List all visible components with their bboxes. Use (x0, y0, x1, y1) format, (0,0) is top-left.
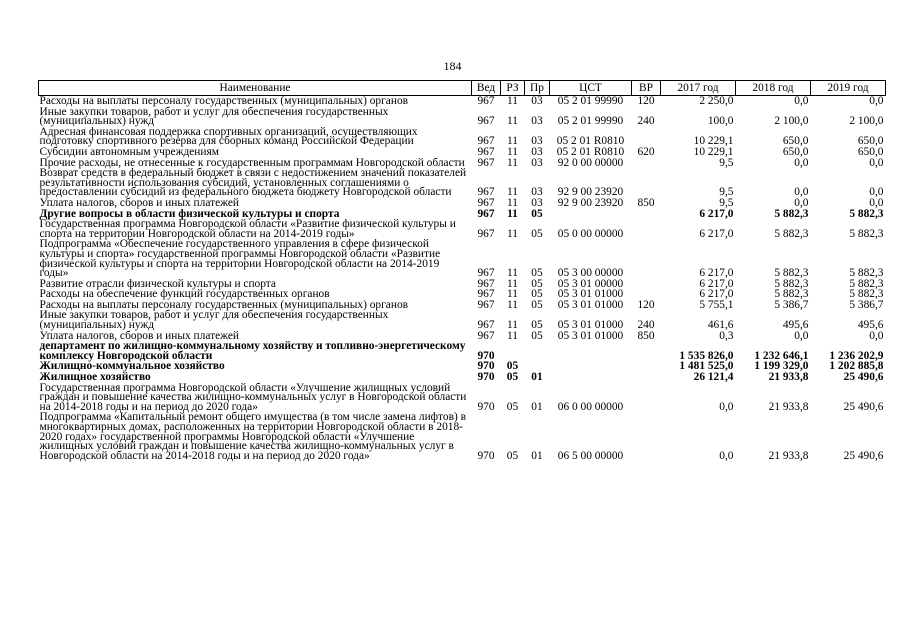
cell-cst (550, 209, 632, 220)
cell-rz: 11 (507, 186, 518, 199)
cell-name: Государственная программа Новгородской области «Развитие физической культуры и спорта на территории Новгородской области на 2014-2019 годы» (39, 218, 456, 240)
cell-name: Другие вопросы в области физической культуры и спорта (39, 207, 340, 220)
cell-2018: 21 933,8 (768, 371, 809, 384)
cell-2019: 0,0 (869, 95, 884, 107)
table-row (39, 239, 886, 278)
cell-2017: 10 229,1 (693, 135, 734, 148)
budget-table (38, 80, 886, 461)
header-2017: 2017 год (661, 81, 736, 96)
cell-ved: 970 (477, 449, 495, 462)
cell-ved: 967 (477, 156, 495, 169)
cell-cst: 92 0 00 00000 (557, 156, 624, 169)
cell-2019: 5 882,3 (849, 207, 884, 220)
cell-2019: 5 882,3 (849, 267, 884, 280)
cell-2017: 0,0 (719, 400, 734, 413)
cell-pr: 05 (531, 277, 543, 290)
cell-2019: 5 882,3 (849, 277, 884, 290)
cell-ved: 970 (477, 360, 495, 373)
cell-2018: 21 933,8 (768, 400, 809, 413)
cell-rz: 11 (507, 196, 518, 209)
cell-2019: 495,6 (857, 319, 884, 332)
cell-cst (550, 341, 632, 361)
cell-pr: 01 (531, 400, 543, 413)
cell-2018: 2 100,0 (774, 115, 809, 128)
cell-vr (632, 168, 661, 198)
cell-vr: 850 (637, 329, 655, 342)
cell-2017: 10 229,1 (693, 145, 734, 158)
cell-ved: 967 (477, 298, 495, 311)
cell-vr (632, 219, 661, 239)
header-pr: Пр (525, 81, 550, 96)
cell-name: Уплата налогов, сборов и иных платежей (39, 196, 239, 209)
cell-name: Жилищно-коммунальное хозяйство (39, 360, 225, 373)
cell-ved: 967 (477, 186, 495, 199)
cell-2017: 6 217,0 (699, 288, 734, 301)
cell-2017: 6 217,0 (699, 227, 734, 240)
cell-name: Прочие расходы, не отнесенные к государственным программам Новгородской области (39, 156, 465, 169)
cell-ved: 967 (477, 145, 495, 158)
cell-2019: 0,0 (869, 156, 884, 169)
cell-2019: 25 490,6 (843, 449, 884, 462)
cell-2017: 1 481 525,0 (679, 360, 734, 373)
cell-name: Подпрограмма «Обеспечение государственного управления в сфере физической культуры и спорта» государственной программы Новгородской области «Развитие физической культуры и спорта на территории Новгородской области на 2014-2019 годы» (39, 238, 441, 280)
cell-2017: 9,5 (719, 186, 734, 199)
cell-2019: 650,0 (857, 145, 884, 158)
cell-ved: 967 (477, 227, 495, 240)
cell-2018: 495,6 (782, 319, 809, 332)
cell-pr: 03 (531, 95, 543, 107)
cell-2019: 650,0 (857, 135, 884, 148)
cell-pr: 05 (531, 288, 543, 301)
cell-cst: 06 0 00 00000 (557, 400, 624, 413)
table-row (39, 168, 886, 198)
cell-rz: 05 (506, 371, 519, 384)
cell-rz: 11 (507, 277, 518, 290)
cell-rz: 11 (507, 329, 518, 342)
cell-pr: 03 (531, 196, 543, 209)
cell-cst: 05 3 01 01000 (557, 329, 624, 342)
cell-2018: 0,0 (794, 196, 809, 209)
cell-rz: 11 (507, 207, 518, 220)
cell-ved: 970 (477, 400, 495, 413)
cell-2017: 26 121,4 (693, 371, 734, 384)
cell-2017: 2 250,0 (699, 95, 734, 107)
table-row (39, 361, 886, 372)
cell-ved: 967 (477, 288, 495, 301)
cell-cst: 05 2 01 99990 (557, 95, 624, 107)
cell-pr: 05 (531, 227, 543, 240)
cell-cst: 05 0 00 00000 (557, 227, 624, 240)
cell-vr (632, 361, 661, 372)
cell-pr: 01 (531, 449, 543, 462)
cell-pr: 03 (531, 186, 543, 199)
table-row (39, 96, 886, 107)
cell-vr: 850 (637, 196, 655, 209)
cell-name: Государственная программа Новгородской области «Улучшение жилищных условий граждан и повышение качества жилищно-коммунальных услуг в Новгородской области на 2014-2018 годы и на период до 2020 года» (39, 381, 467, 413)
cell-ved: 967 (477, 135, 495, 148)
cell-pr: 05 (531, 329, 543, 342)
cell-2018: 0,0 (794, 156, 809, 169)
cell-2019: 1 236 202,9 (829, 349, 884, 362)
cell-name: Расходы на обеспечение функций государственных органов (39, 288, 330, 301)
cell-2018: 0,0 (794, 329, 809, 342)
cell-pr: 05 (531, 267, 543, 280)
cell-2018: 5 882,3 (774, 267, 809, 280)
cell-2019: 2 100,0 (849, 115, 884, 128)
cell-cst: 05 2 01 R0810 (556, 145, 625, 158)
cell-2018: 650,0 (782, 145, 809, 158)
cell-2017: 0,0 (719, 449, 734, 462)
cell-vr: 120 (637, 298, 655, 311)
cell-name: Уплата налогов, сборов и иных платежей (39, 329, 239, 342)
table-row (39, 107, 886, 127)
cell-2019: 0,0 (869, 186, 884, 199)
cell-cst (550, 361, 632, 372)
table-row (39, 147, 886, 158)
cell-2019: 5 386,7 (849, 298, 884, 311)
cell-2017: 6 217,0 (699, 277, 734, 290)
cell-vr: 120 (637, 95, 655, 107)
header-ved: Вед (472, 81, 501, 96)
cell-cst: 92 9 00 23920 (557, 196, 624, 209)
cell-2019: 5 882,3 (849, 288, 884, 301)
cell-cst (550, 372, 632, 383)
header-name: Наименование (39, 81, 472, 96)
cell-vr: 620 (637, 145, 655, 158)
cell-cst: 05 2 01 99990 (557, 115, 624, 128)
cell-2017: 9,5 (719, 196, 734, 209)
cell-pr: 03 (531, 156, 543, 169)
cell-2017: 0,3 (719, 329, 734, 342)
cell-ved: 970 (477, 371, 495, 384)
cell-vr (632, 279, 661, 290)
cell-name: Расходы на выплаты персоналу государственных (муниципальных) органов (39, 95, 409, 107)
cell-2019: 1 202 885,8 (829, 360, 884, 373)
cell-vr (632, 412, 661, 461)
cell-2018: 5 882,3 (774, 207, 809, 220)
cell-2017: 5 755,1 (699, 298, 734, 311)
cell-2018: 21 933,8 (768, 449, 809, 462)
cell-vr (632, 127, 661, 147)
cell-vr (632, 383, 661, 413)
cell-vr (632, 372, 661, 383)
cell-cst: 05 3 01 01000 (557, 288, 624, 301)
cell-ved: 967 (477, 319, 495, 332)
cell-2019: 25 490,6 (843, 400, 884, 413)
table-row (39, 412, 886, 461)
cell-2019: 25 490,6 (843, 371, 884, 384)
cell-ved: 967 (477, 277, 495, 290)
cell-ved: 967 (477, 207, 495, 220)
table-row (39, 198, 886, 209)
cell-ved: 967 (477, 95, 495, 107)
cell-ved: 967 (477, 267, 495, 280)
cell-rz (501, 341, 525, 361)
cell-rz: 05 (506, 449, 519, 462)
header-2018: 2018 год (736, 81, 811, 96)
cell-pr: 05 (531, 207, 543, 220)
cell-rz: 11 (507, 95, 518, 107)
cell-2018: 0,0 (794, 186, 809, 199)
cell-name: Адресная финансовая поддержка спортивных организаций, осуществляющих подготовку спортивного резерва для сборных команд Российской Федерации (39, 125, 418, 148)
cell-name: Подпрограмма «Капитальный ремонт общего имущества (в том числе замена лифтов) в многоквартирных домах, расположенных на территории Новгородской области в 2018-2020 годах» государственной программы Новгородской области «Улучшение жилищных условий граждан и повышение качества жилищно-коммунальных услуг в Новгородской области на 2014-2018 годы и на период до 2020 года» (39, 411, 466, 462)
cell-rz: 11 (507, 145, 518, 158)
cell-rz: 11 (507, 267, 518, 280)
cell-2017: 6 217,0 (699, 207, 734, 220)
cell-2018: 1 232 646,1 (754, 349, 809, 362)
cell-2017: 100,0 (707, 115, 734, 128)
cell-ved: 967 (477, 329, 495, 342)
cell-pr: 03 (531, 135, 543, 148)
cell-2019: 0,0 (869, 329, 884, 342)
cell-cst: 06 5 00 00000 (557, 449, 624, 462)
cell-ved: 970 (477, 349, 495, 362)
cell-2018: 650,0 (782, 135, 809, 148)
cell-vr (632, 158, 661, 169)
cell-vr (632, 341, 661, 361)
cell-vr (632, 209, 661, 220)
cell-name: Иные закупки товаров, работ и услуг для обеспечения государственных (муниципальных) нужд (39, 309, 389, 332)
cell-pr (525, 341, 550, 361)
cell-cst: 05 3 01 00000 (557, 277, 624, 290)
table-header-row (39, 81, 886, 96)
cell-rz: 11 (507, 298, 518, 311)
cell-vr: 240 (637, 319, 655, 332)
cell-2017: 6 217,0 (699, 267, 734, 280)
header-cst: ЦСТ (550, 81, 632, 96)
cell-ved: 967 (477, 196, 495, 209)
cell-cst: 92 9 00 23920 (557, 186, 624, 199)
cell-rz: 11 (507, 319, 518, 332)
cell-2018: 0,0 (794, 95, 809, 107)
table-row (39, 383, 886, 413)
cell-pr: 01 (531, 371, 543, 384)
cell-pr: 05 (531, 319, 543, 332)
table-row (39, 341, 886, 361)
cell-name: департамент по жилищно-коммунальному хозяйству и топливно-энергетическому комплексу Новгородской области (39, 340, 466, 362)
cell-2018: 5 882,3 (774, 288, 809, 301)
cell-vr: 240 (637, 115, 655, 128)
cell-vr (632, 239, 661, 278)
cell-rz: 11 (507, 227, 518, 240)
cell-ved: 967 (477, 115, 495, 128)
table-row (39, 219, 886, 239)
cell-rz: 05 (506, 360, 519, 373)
table-row (39, 127, 886, 147)
cell-2018: 1 199 329,0 (754, 360, 809, 373)
cell-cst: 05 3 01 01000 (557, 319, 624, 332)
header-rz: РЗ (501, 81, 525, 96)
cell-rz: 11 (507, 115, 518, 128)
cell-pr: 03 (531, 115, 543, 128)
cell-2019: 0,0 (869, 196, 884, 209)
cell-rz: 11 (507, 135, 518, 148)
page-number: 184 (443, 59, 462, 73)
cell-name: Жилищное хозяйство (39, 371, 151, 384)
cell-name: Развитие отрасли физической культуры и спорта (39, 277, 276, 290)
cell-rz: 11 (507, 288, 518, 301)
cell-rz: 11 (507, 156, 518, 169)
cell-cst: 05 3 00 00000 (557, 267, 624, 280)
cell-2017: 461,6 (707, 319, 734, 332)
cell-pr: 05 (531, 298, 543, 311)
cell-cst: 05 2 01 R0810 (556, 135, 625, 148)
cell-name: Субсидии автономным учреждениям (39, 145, 219, 158)
cell-name: Расходы на выплаты персоналу государственных (муниципальных) органов (39, 298, 409, 311)
cell-2018: 5 882,3 (774, 227, 809, 240)
cell-name: Иные закупки товаров, работ и услуг для обеспечения государственных (муниципальных) нужд (39, 105, 389, 128)
header-2019: 2019 год (811, 81, 886, 96)
table-row (39, 310, 886, 330)
cell-rz: 05 (506, 400, 519, 413)
cell-2018: 5 882,3 (774, 277, 809, 290)
cell-2017: 1 535 826,0 (679, 349, 734, 362)
cell-cst: 05 3 01 01000 (557, 298, 624, 311)
cell-2017: 9,5 (719, 156, 734, 169)
cell-2018: 5 386,7 (774, 298, 809, 311)
header-vr: ВР (632, 81, 661, 96)
cell-2019: 5 882,3 (849, 227, 884, 240)
cell-pr: 03 (531, 145, 543, 158)
cell-name: Возврат средств в федеральный бюджет в связи с недостижением значений показателей результативности использования субсидий, установленных соглашениями о предоставлении субсидий из федерального бюджета бюджету Новгородской области (39, 167, 467, 199)
